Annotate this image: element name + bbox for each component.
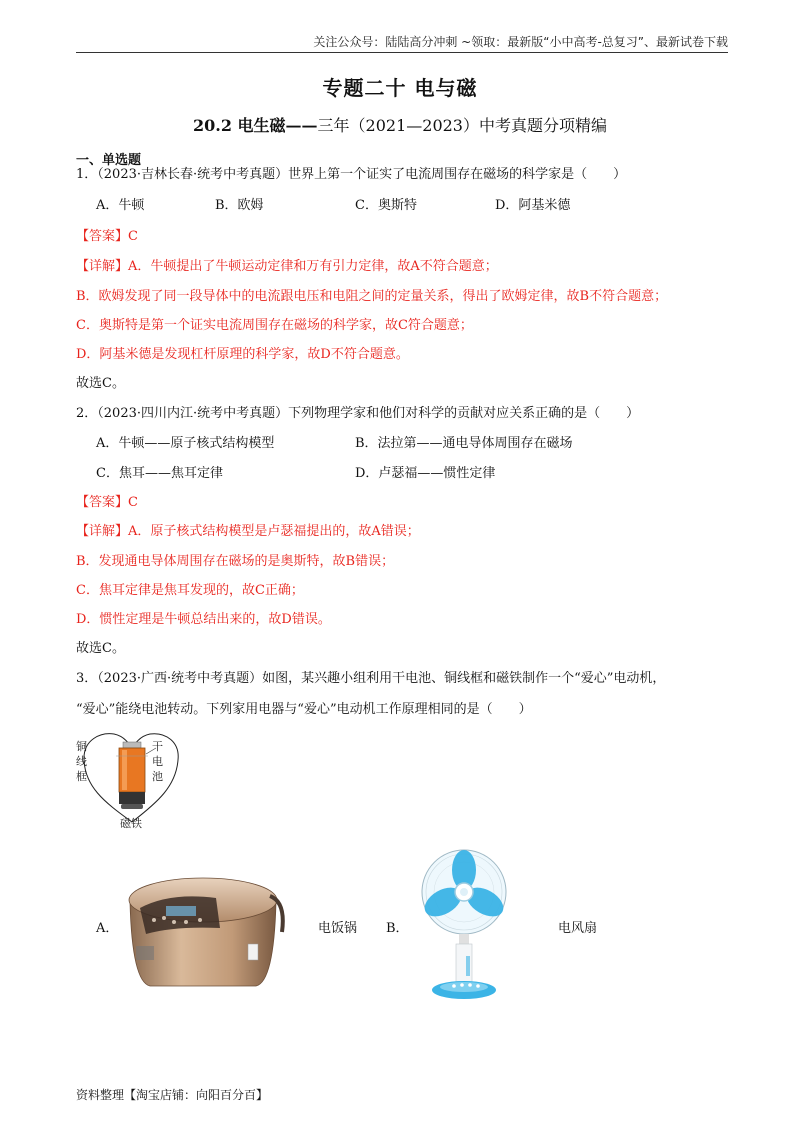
- battery-icon: [119, 742, 145, 804]
- q1-detail-d: D．阿基米德是发现杠杆原理的科学家，故D不符合题意。: [76, 347, 409, 362]
- q1-option-c: C．奥斯特: [355, 198, 417, 213]
- subtitle-text: 三年（2021—2023）中考真题分项精编: [317, 116, 607, 135]
- answer-value: C: [128, 495, 138, 510]
- battery-label-2: 电: [152, 755, 163, 768]
- q2-option-c: C．焦耳——焦耳定律: [96, 466, 223, 481]
- q3-stem-line1: 3．（2023·广西·统考中考真题）如图，某兴趣小组利用干电池、铜线框和磁铁制作一个“爱心”电动机，: [76, 671, 666, 686]
- electric-fan-image: [418, 848, 510, 1004]
- q1-option-b: B．欧姆: [215, 198, 264, 213]
- heart-motor-figure: [74, 728, 189, 830]
- detail-tag: 【详解】: [76, 524, 129, 539]
- q2-answer: [76, 494, 138, 512]
- q3-option-b-name: 电风扇: [558, 921, 598, 936]
- q2-conclusion: 故选C。: [76, 641, 125, 656]
- wire-label-3: 框: [76, 770, 87, 783]
- subtitle-section: 20.2 电生磁——: [193, 116, 318, 135]
- q2-detail-a: [76, 523, 420, 541]
- q3-option-a-name: 电饭锅: [318, 921, 358, 936]
- detail-text: A．原子核式结构模型是卢瑟福提出的，故A错误；: [128, 524, 420, 539]
- detail-text: A．牛顿提出了牛顿运动定律和万有引力定律，故A不符合题意；: [128, 259, 498, 274]
- q1-detail-a: [76, 258, 498, 276]
- answer-tag: 【答案】: [76, 495, 129, 510]
- q2-stem: 2．（2023·四川内江·统考中考真题）下列物理学家和他们对科学的贡献对应关系正确的是（ ）: [76, 406, 640, 421]
- q3-option-a-letter: A．: [96, 921, 119, 936]
- q1-option-d: D．阿基米德: [495, 198, 571, 213]
- q1-answer: [76, 228, 138, 246]
- section-heading: 一、单选题: [76, 153, 142, 168]
- battery-label-3: 池: [152, 770, 163, 783]
- page-title: 专题二十 电与磁: [322, 76, 478, 100]
- q2-detail-c: C．焦耳定律是焦耳发现的，故C正确；: [76, 583, 304, 598]
- page-subtitle: [0, 113, 800, 136]
- q1-option-a: A．牛顿: [96, 198, 145, 213]
- q3-stem-line2: “爱心”能绕电池转动。下列家用电器与“爱心”电动机工作原理相同的是（ ）: [76, 702, 532, 717]
- q2-option-b: B．法拉第——通电导体周围存在磁场: [355, 436, 573, 451]
- q1-stem: 1．（2023·吉林长春·统考中考真题）世界上第一个证实了电流周围存在磁场的科学家是（ ）: [76, 167, 627, 182]
- magnet-icon: [121, 804, 143, 809]
- battery-label-1: 干: [152, 740, 163, 753]
- q1-detail-c: C．奥斯特是第一个证实电流周围存在磁场的科学家，故C符合题意；: [76, 318, 473, 333]
- wire-label-1: 铜: [76, 740, 87, 753]
- q2-option-d: D．卢瑟福——惯性定律: [355, 466, 496, 481]
- rice-cooker-image: [120, 862, 286, 992]
- answer-value: C: [128, 229, 138, 244]
- q1-conclusion: 故选C。: [76, 376, 125, 391]
- q2-detail-b: B．发现通电导体周围存在磁场的是奥斯特，故B错误；: [76, 554, 395, 569]
- header-divider: [76, 52, 728, 53]
- detail-tag: 【详解】: [76, 259, 129, 274]
- q2-option-a: A．牛顿——原子核式结构模型: [96, 436, 275, 451]
- q1-detail-b: B．欧姆发现了同一段导体中的电流跟电压和电阻之间的定量关系，得出了欧姆定律，故B不符合题意；: [76, 289, 668, 304]
- wire-label-2: 线: [76, 755, 87, 768]
- q3-option-b-letter: B．: [386, 921, 409, 936]
- page-footer: 资料整理【淘宝店铺：向阳百分百】: [76, 1088, 269, 1102]
- q2-detail-d: D．惯性定理是牛顿总结出来的，故D错误。: [76, 612, 331, 627]
- magnet-label: 磁铁: [120, 817, 142, 830]
- answer-tag: 【答案】: [76, 229, 129, 244]
- page-header-note: 关注公众号：陆陆高分冲刺 ~领取：最新版“小中高考-总复习”、最新试卷下载: [313, 35, 728, 49]
